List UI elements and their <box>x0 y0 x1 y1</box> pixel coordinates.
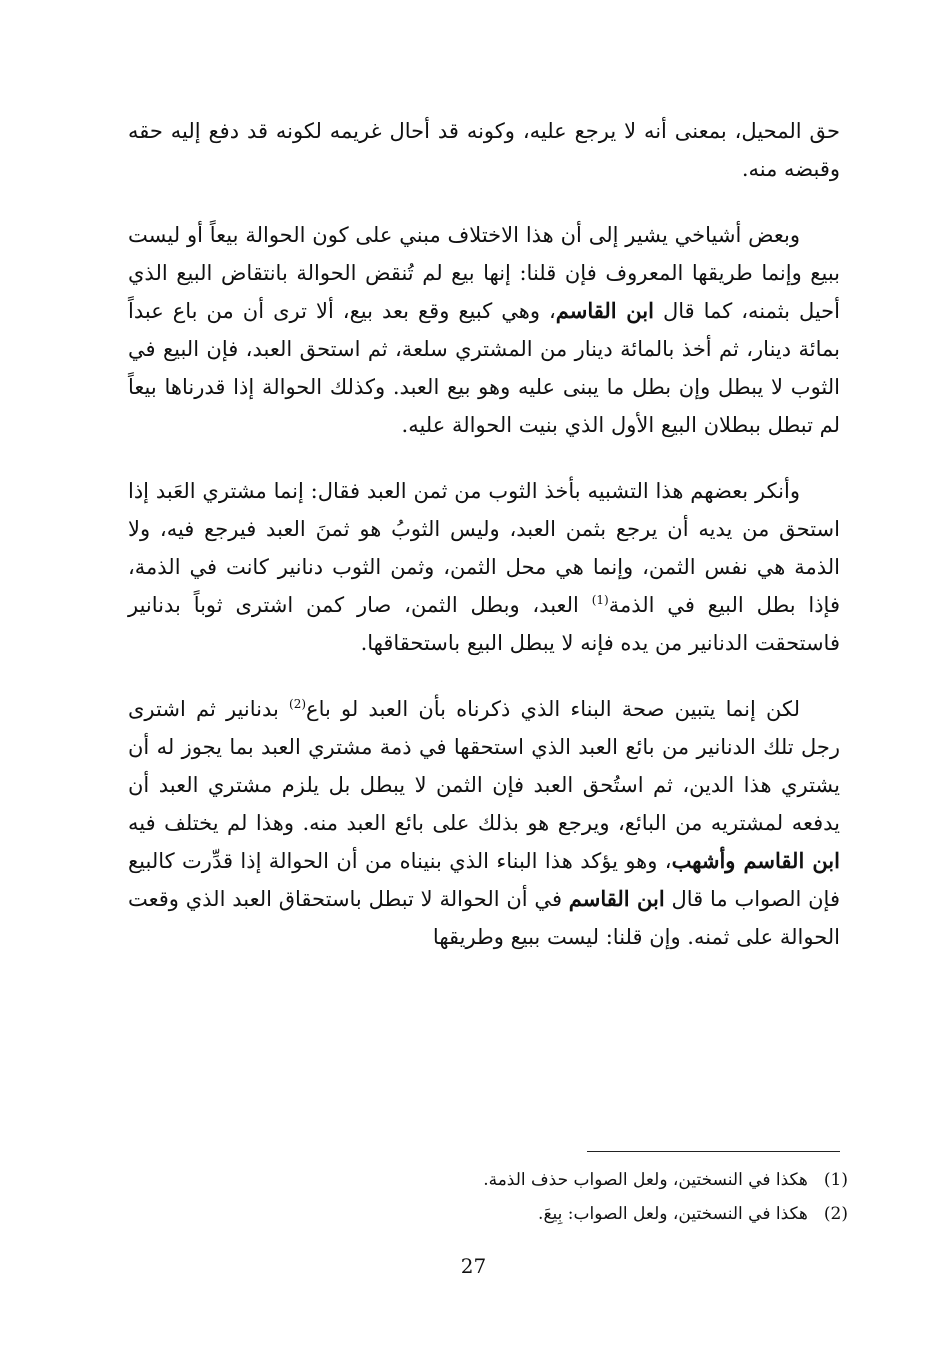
footnote-1 <box>128 1163 848 1197</box>
text-run: وأنكر بعضهم هذا التشبيه بأخذ الثوب من ثمن العبد فقال: إنما مشتري العَبد إذا استحق من يديه أن يرجع بثمن العبد، وليس الثوبُ هو ثمنَ العبد فيرجع فيه، ولا الذمة هي نفس الثمن، وإنما هي محل الثمن، وثمن الثوب دنانير كانت في الذمة، فإذا بطل البيع في الذمة <box>128 479 840 617</box>
text-run: لكن إنما يتبين صحة البناء الذي ذكرناه بأن العبد لو باع <box>306 697 800 721</box>
bold-name: ابن القاسم وأشهب <box>671 848 840 873</box>
text-run: ، وهي كبيع وقع بعد بيع، ألا ترى أن من باع عبداً بمائة دينار، ثم أخذ بالمائة دينار من المشتري سلعة، ثم استحق العبد، فإن البيع في الثوب لا يبطل وإن بطل ما يبنى عليه وهو بيع العبد. وكذلك الحوالة إذا قدرناها بيعاً لم تبطل ببطلان البيع الأول الذي بنيت الحوالة عليه. <box>128 299 840 437</box>
footnotes <box>128 1163 848 1231</box>
footnote-text: هكذا في النسختين، ولعل الصواب: بِيعَ. <box>538 1204 808 1224</box>
paragraph <box>128 690 840 956</box>
footnote-number: (1) <box>823 1170 848 1190</box>
paragraph <box>128 216 840 444</box>
text-run: العبد، وبطل الثمن، صار كمن اشترى ثوباً بدنانير فاستحقت الدنانير من يده فإنه لا يبطل البيع باستحقاقها. <box>128 593 840 655</box>
bold-name: ابن القاسم <box>568 886 665 911</box>
paragraph <box>128 472 840 662</box>
text-run: في أن الحوالة لا تبطل باستحقاق العبد الذي وقعت الحوالة على ثمنه. وإن قلنا: ليست ببيع وطريقها <box>128 887 840 949</box>
footnote-number: (2) <box>823 1204 848 1224</box>
text-run: ، وهو يؤكد هذا البناء الذي بنيناه من أن الحوالة إذا قدِّرت كالبيع فإن الصواب ما قال <box>128 849 840 911</box>
footnote-reference: (1) <box>591 593 609 607</box>
main-text <box>128 112 840 956</box>
text-run: حق المحيل، بمعنى أنه لا يرجع عليه، وكونه قد أحال غريمه لكونه قد دفع إليه حقه وقبضه منه. <box>128 119 840 181</box>
text-run: وبعض أشياخي يشير إلى أن هذا الاختلاف مبني على كون الحوالة بيعاً أو ليست ببيع وإنما طريقها المعروف فإن قلنا: إنها بيع لم تُنقض الحوالة بانتقاض البيع الذي أحيل بثمنه، كما قال <box>128 223 840 323</box>
footnote-2 <box>128 1197 848 1231</box>
paragraph <box>128 112 840 188</box>
page-number: 27 <box>460 1254 487 1278</box>
footnote-reference: (2) <box>289 697 307 711</box>
footnote-text: هكذا في النسختين، ولعل الصواب حذف الذمة. <box>483 1170 808 1190</box>
footnote-separator <box>587 1151 840 1152</box>
bold-name: ابن القاسم <box>555 298 654 323</box>
text-run: بدنانير ثم اشترى رجل تلك الدنانير من بائع العبد الذي استحقها في ذمة مشتري العبد بما يجوز له أن يشتري هذا الدين، ثم استُحق العبد فإن الثمن لا يبطل بل يلزم مشتري العبد أن يدفعه لمشتريه من البائع، ويرجع هو بذلك على بائع العبد منه. وهذا لم يختلف فيه <box>128 697 840 835</box>
